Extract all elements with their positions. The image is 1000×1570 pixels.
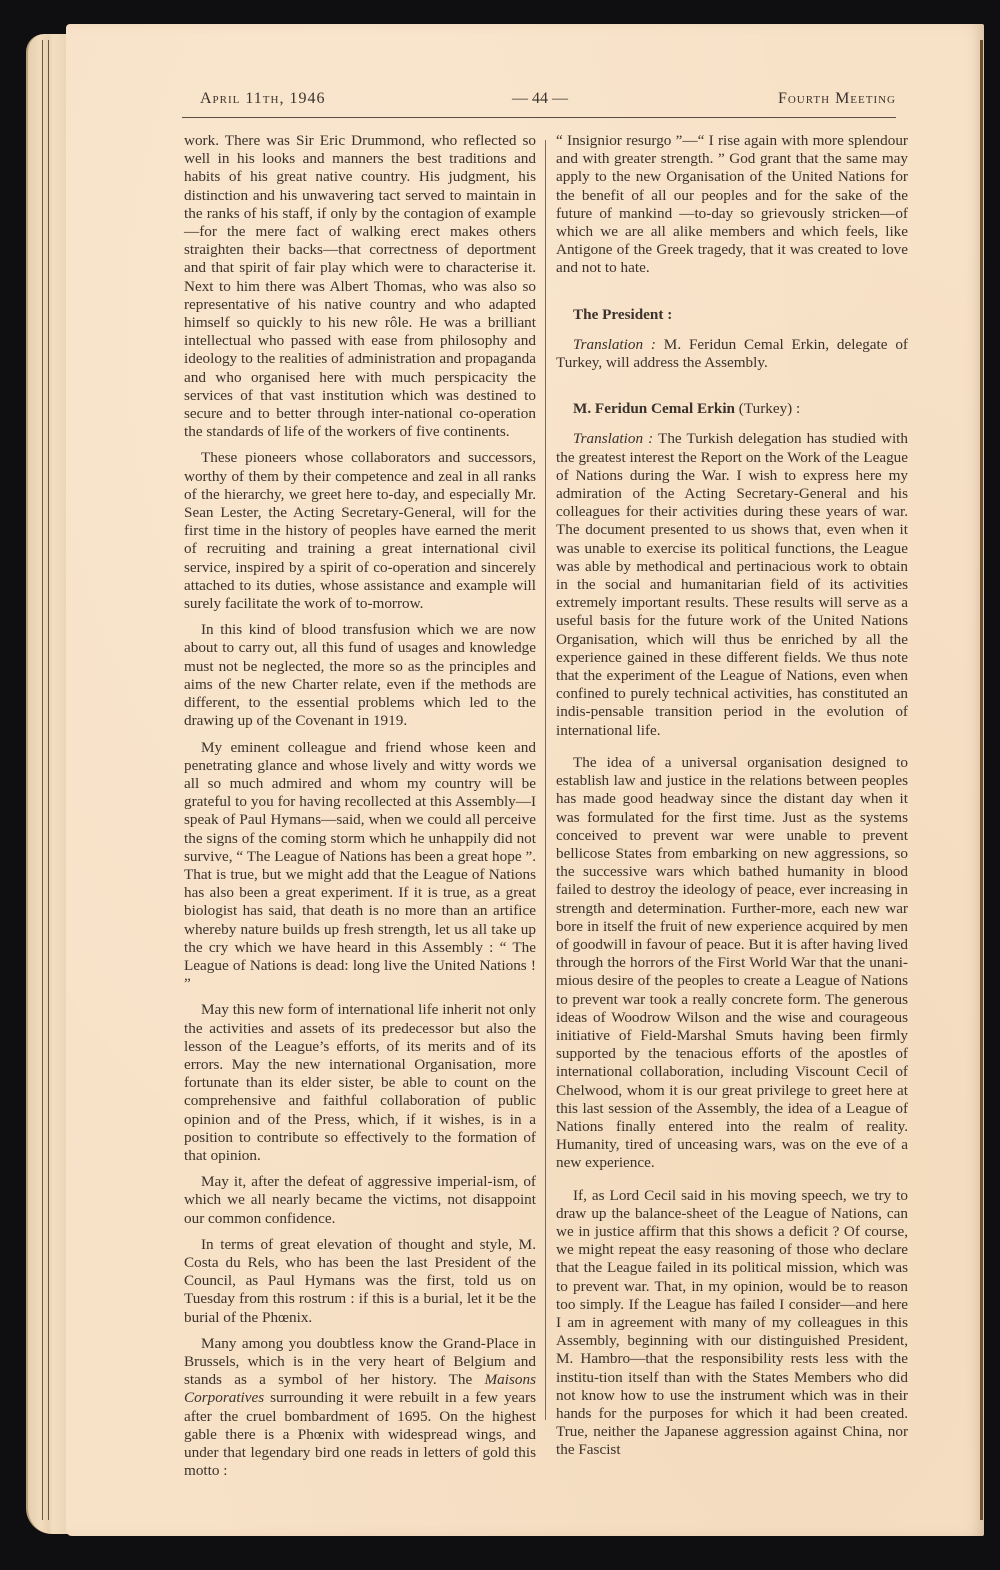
paragraph: In terms of great elevation of thought and style, M. Costa du Rels, who has been the last President of the Council, as Paul Hymans was the first, told us on Tuesday from this rostrum : if this is a burial, let it be the burial of the Phœnix. [184,1235,536,1326]
paragraph: May this new form of international life inherit not only the activities and assets of its predecessor but also the lesson of the League’s efforts, of its merits and of its errors. May the new international Organisation, more fortunate than its elder sister, be able to count on the comprehensive and faithful collaboration of public opinion and of the Press, which, if it wishes, is in a position to contribute so effectively to the formation of that opinion. [184,1001,536,1164]
italic-term: Maisons Corporatives [184,1371,536,1407]
page-edge [980,40,983,1520]
book-page-stack [26,34,70,1534]
text-run: Many among you doubtless know the Grand-Place in Brussels, which is in the very heart of Belgium and stands as a symbol of her history. The [184,1334,536,1389]
paragraph: “ Insignior resurgo ”—“ I rise again with more splendour and with greater strength. ” God grant that the same may apply to the new Organisation of the United Nations for the benefit of all our peoples and for the sake of the future of mankind —to-day so grievously stricken—of which we are all alike members and which feels, like Antigone of the Greek tragedy, that it was created to love and not to hate. [556,132,908,277]
speaker-heading: The President : [573,305,673,323]
header-rule [182,117,896,118]
column-divider [545,140,546,1420]
header-date: April 11th, 1946 [200,90,326,107]
paragraph [184,1335,536,1481]
text-run: The Turkish delegation has studied with the greatest interest the Report on the Work of the League of Nations during the War. I wish to express here my admiration of the Acting Secretary-General and his colleagues for their activities during these years of war. The document presented to us shows that, even when it was unable to exercise its political functions, the League was able by methodical and pertinacious work to obtain in the social and humanitarian field of its activities extremely important results. These results will serve as a useful basis for the future work of the United Nations Organisation, which will thus be enriched by all the experience gained in these different fields. We thus note that the experiment of the League of Nations, even when confined to purely technical activities, has constituted an indis-pensable transition period in the evolution of international life. [556,430,908,739]
speaker-country: (Turkey) : [735,400,801,418]
paragraph [556,430,908,739]
text-run: surrounding it were rebuilt in a few years after the cruel bombardment of 1695. On the highest gable there is a Phœnix with widespread wings, and under that legendary bird one reads in letters of gold this motto : [184,1389,536,1480]
text-run: M. Feridun Cemal Erkin, delegate of Turkey, will address the Assembly. [556,335,908,372]
right-column [556,132,908,1468]
paragraph [556,336,908,372]
speaker-name: M. Feridun Cemal Erkin [573,400,735,418]
speaker-heading [573,400,908,418]
paragraph: If, as Lord Cecil said in his moving speech, we try to draw up the balance-sheet of the League of Nations, can we in justice affirm that this shows a deficit ? Of course, we might repeat the easy reasoning of those who declare that the League failed in its political mission, which was to prevent war. That, in my opinion, would be to reason too simply. If the League has failed I consider—and here I am in agreement with many of my colleagues in this Assembly, beginning with our distinguished President, M. Hambro—that the responsibility rests less with the institu-tion itself than with the States Members who did not know how to use the instrument which was in their hands for the purposes for which it had been created. True, neither the Japanese aggression against China, nor the Fascist [556,1186,908,1459]
running-header [182,90,896,116]
paragraph: My eminent colleague and friend whose keen and penetrating glance and whose lively and witty words we all so much admired and whom my country will be grateful to you for having recollected at this Assembly—I speak of Paul Hymans—said, when we could all perceive the signs of the coming storm which he unhappily did not survive, “ The League of Nations has been a great hope ”. That is true, but we might add that the League of Nations has also been a great experiment. If it is true, as a great biologist has said, that death is no more than an artifice whereby nature builds up fresh strength, let us all take up the cry which we have heard in this Assembly : “ The League of Nations is dead: long live the United Nations ! ” [184,738,536,993]
paragraph: In this kind of blood transfusion which we are now about to carry out, all this fund of usages and knowledge must not be neglected, the more so as the principles and aims of the new Charter relate, even if the methods are different, to the essential problems which led to the drawing up of the Covenant in 1919. [184,621,536,730]
translation-label: Translation : [573,430,654,448]
translation-label: Translation : [573,335,656,353]
header-section: Fourth Meeting [777,90,896,107]
left-column [184,132,536,1488]
paragraph: These pioneers whose collaborators and successors, worthy of them by their competence and zeal in all ranks of the hierarchy, we greet here to-day, and especially Mr. Sean Lester, the Acting Secretary-General, will for the first time in the history of peoples have earned the merit of recruiting and training a great international civil service, inspired by a spirit of co-operation and sincerely attached to its duties, whose assistance and example will surely facilitate the work of to-morrow. [184,449,536,613]
paragraph: work. There was Sir Eric Drummond, who reflected so well in his looks and manners the best traditions and habits of his great native country. His judgment, his distinction and his unwavering tact served to maintain in the ranks of his staff, if only by the contagion of example—for the mere fact of walking erect makes others straighten their backs—that correctness of deportment and that spirit of fair play which were to characterise it. Next to him there was Albert Thomas, who was also so representative of his native country and who adapted himself so quickly to his new rôle. He was a brilliant intellectual who passed with ease from philosophy and ideology to the realities of administration and propaganda and who organised here with much perspicacity the services of that vast institution which was destined to secure and to better through inter-national co-operation the standards of life of the workers of five continents. [184,132,536,441]
paragraph: The idea of a universal organisation designed to establish law and justice in the relations between peoples has made good headway since the distant day when it was formulated for the first time. Just as the systems conceived to prevent war were unable to prevent bellicose States from embarking on new aggressions, so the successive wars which bathed humanity in blood failed to destroy the ideology of peace, ever increasing in strength and determination. Further-more, each new war bore in itself the fruit of new experience acquired by men of goodwill in favour of peace. But it is after having lived through the horrors of the First World War that the unani-mious desire of the peoples to create a League of Nations to prevent war took a really concrete form. The generous ideas of Woodrow Wilson and the wise and courageous initiative of Field-Marshal Smuts having been firmly supported by the tenacious efforts of the apostles of international collaboration, including Viscount Cecil of Chelwood, whom it is our great privilege to greet here at this last session of the Assembly, the idea of a League of Nations finally entered into the realm of reality. Humanity, tired of unceasing wars, was on the eve of a new experience. [556,753,908,1172]
page-number: — 44 — [512,90,568,107]
paragraph: May it, after the defeat of aggressive imperial-ism, of which we all nearly became the victims, not disappoint our common confidence. [184,1173,536,1227]
